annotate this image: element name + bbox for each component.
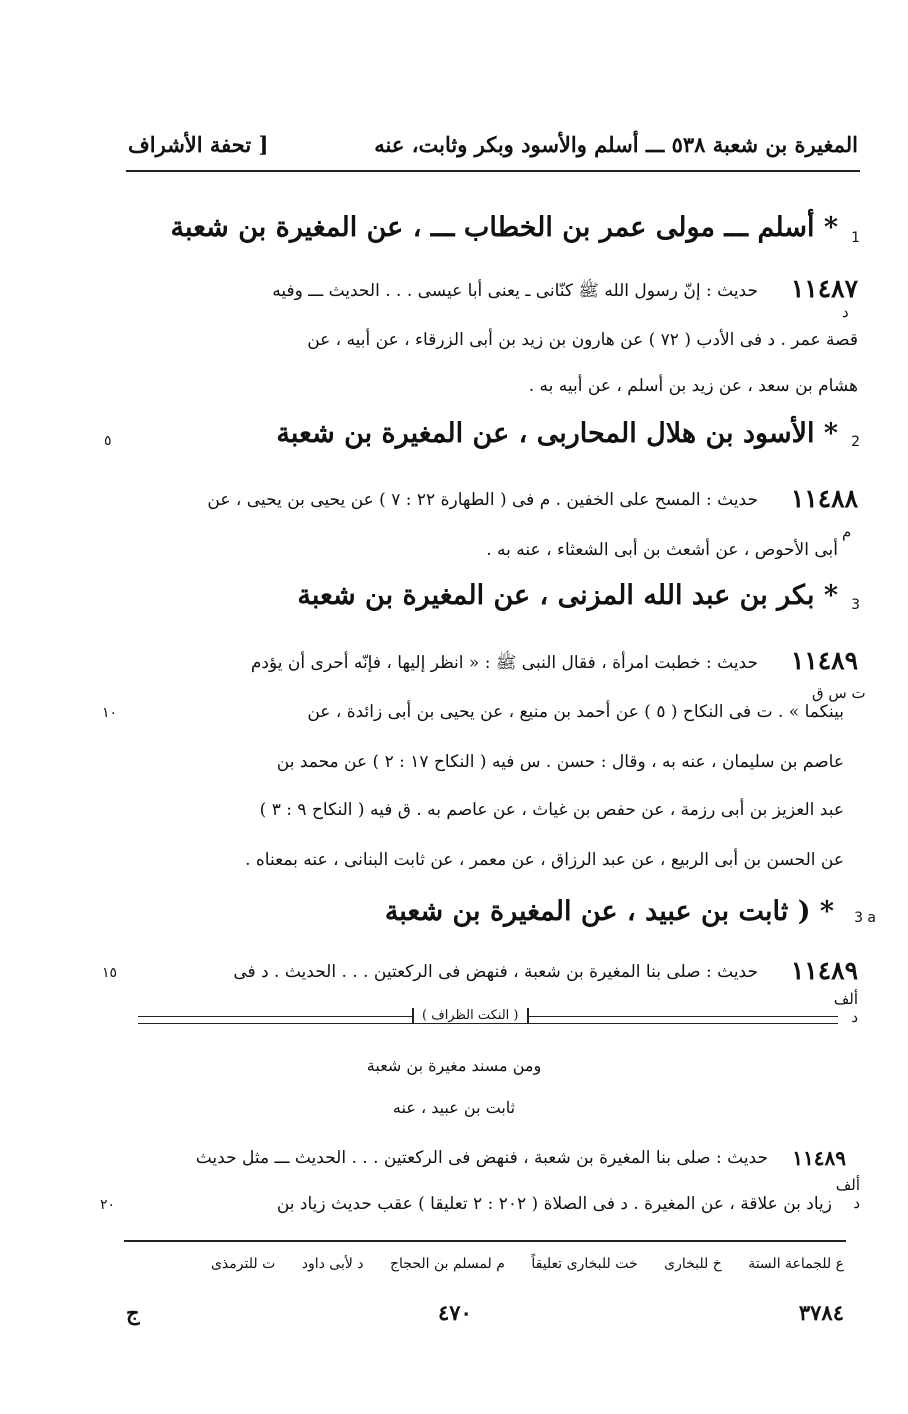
page-number-right: ٣٧٨٤ <box>798 1300 844 1325</box>
abbreviation: ع للجماعة الستة <box>748 1256 844 1272</box>
margin-line-number: ١٠ <box>102 705 118 721</box>
section-title: * ( ثابت بن عبيد ، عن المغيرة بن شعبة <box>384 896 834 927</box>
text-line: هشام بن سعد ، عن زيد بن أسلم ، عن أبيه به . <box>528 376 858 396</box>
section-title: * الأسود بن هلال المحاربى ، عن المغيرة بن شعبة <box>276 418 838 449</box>
section-index: 3 a <box>854 910 876 926</box>
section-index: 1 <box>851 230 860 246</box>
text-line: قصة عمر . د فى الأدب ( ٧٢ ) عن هارون بن زيد بن أبى الزرقاء ، عن أبيه ، عن <box>307 330 858 350</box>
margin-line-number: ٥ <box>104 433 112 449</box>
text-line: زياد بن علاقة ، عن المغيرة . د فى الصلاة ( ٢٠٢ : ٢ تعليقا ) عقب حديث زياد بن <box>276 1194 832 1214</box>
text-line: حديث : صلى بنا المغيرة بن شعبة ، فنهض فى الركعتين . . . الحديث . د فى <box>233 962 758 982</box>
header-rule <box>126 170 860 172</box>
nukat-label: ( النكت الظراف ) <box>412 1008 529 1023</box>
hadith-number: ١١٤٨٩ <box>790 956 858 985</box>
text-line: عن الحسن بن أبى الربيع ، عن عبد الرزاق ، عن معمر ، عن ثابت البنانى ، عنه بمعناه . <box>245 850 844 870</box>
abbreviation: خت للبخارى تعليقاً <box>531 1256 638 1272</box>
sigla: ألف د <box>835 1176 860 1212</box>
hadith-number: ١١٤٨٧ <box>790 274 858 303</box>
sigla: د <box>842 303 849 321</box>
page-number-center: ٤٧٠ <box>438 1300 472 1325</box>
section-index: 2 <box>851 434 860 450</box>
header-right-title: المغيرة بن شعبة ٥٣٨ ـــ أسلم والأسود وبكر وثابت، عنه <box>374 132 858 157</box>
sub-heading: ثابت بن عبيد ، عنه <box>392 1098 516 1117</box>
running-header <box>128 126 858 166</box>
margin-line-number: ٢٠ <box>100 1197 116 1213</box>
text-line: حديث : خطبت امرأة ، فقال النبى ﷺ : « انظر إليها ، فإنّه أحرى أن يؤدم <box>250 653 758 673</box>
section-title: * أسلم ـــ مولى عمر بن الخطاب ـــ ، عن المغيرة بن شعبة <box>170 212 838 243</box>
text-line: حديث : إنّ رسول الله ﷺ كنّانى ـ يعنى أبا عيسى . . . الحديث ـــ وفيه <box>272 281 758 301</box>
text-line: بينكما » . ت فى النكاح ( ٥ ) عن أحمد بن منيع ، عن يحيى بن أبى زائدة ، عن <box>307 702 844 722</box>
hadith-number: ١١٤٨٩ <box>792 1146 846 1170</box>
hadith-number: ١١٤٨٨ <box>790 484 858 513</box>
sigla: ت س ق <box>812 684 866 702</box>
text-line: أبى الأحوص ، عن أشعث بن أبى الشعثاء ، عنه به . <box>486 540 838 560</box>
sub-heading: ومن مسند مغيرة بن شعبة <box>366 1056 542 1075</box>
abbreviation: م لمسلم بن الحجاج <box>389 1256 505 1272</box>
abbreviation: ت للترمذى <box>210 1256 276 1272</box>
text-line: حديث : صلى بنا المغيرة بن شعبة ، فنهض فى الركعتين . . . الحديث ـــ مثل حديث <box>195 1148 768 1168</box>
sigla: م <box>842 523 852 541</box>
sigla: ألف د <box>833 990 858 1026</box>
abbreviation-key <box>189 1256 844 1272</box>
abbreviation: خ للبخارى <box>664 1256 722 1272</box>
text-line: عاصم بن سليمان ، عنه به ، وقال : حسن . س فيه ( النكاح ١٧ : ٢ ) عن محمد بن <box>276 752 844 772</box>
page-number-left: ج <box>126 1300 140 1325</box>
text-line: عبد العزيز بن أبى رزمة ، عن حفص بن غياث ، عن عاصم به . ق فيه ( النكاح ٩ : ٣ ) <box>259 800 844 820</box>
header-left-title: [ تحفة الأشراف <box>128 132 269 157</box>
text-line: حديث : المسح على الخفين . م فى ( الطهارة ٢٢ : ٧ ) عن يحيى بن يحيى ، عن <box>207 490 758 510</box>
section-title: * بكر بن عبد الله المزنى ، عن المغيرة بن شعبة <box>297 580 838 611</box>
section-index: 3 <box>851 597 860 613</box>
hadith-number: ١١٤٨٩ <box>790 646 858 675</box>
margin-line-number: ١٥ <box>102 965 118 981</box>
footer-rule <box>124 1240 846 1242</box>
abbreviation: د لأبى داود <box>301 1256 364 1272</box>
